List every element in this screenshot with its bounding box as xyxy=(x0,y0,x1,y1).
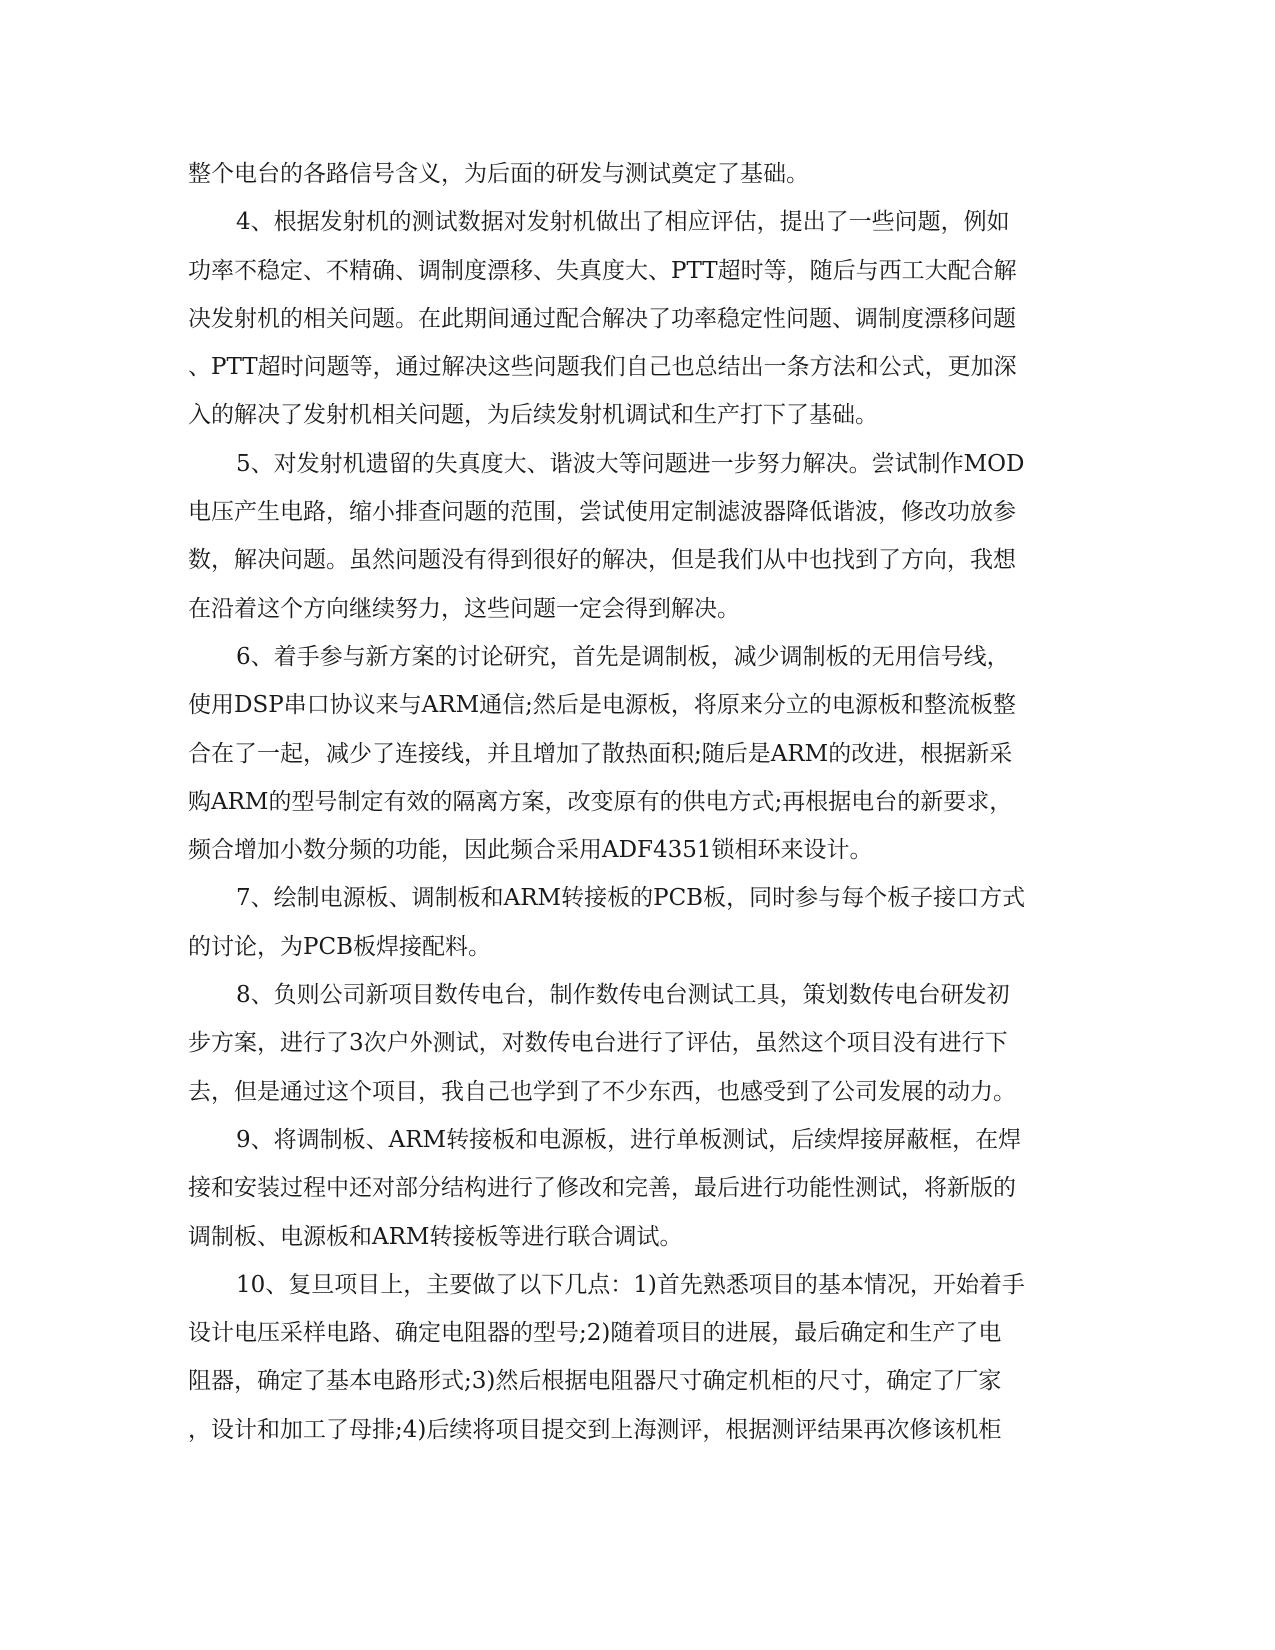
text-line: 在沿着这个方向继续努力，这些问题一定会得到解决。 xyxy=(188,595,740,622)
text-line: ，设计和加工了母排;4)后续将项目提交到上海测评，根据测评结果再次修该机柜 xyxy=(188,1416,1002,1443)
text-line: 10、复旦项目上，主要做了以下几点：1)首先熟悉项目的基本情况，开始着手 xyxy=(236,1271,1025,1298)
text-line: 入的解决了发射机相关问题，为后续发射机调试和生产打下了基础。 xyxy=(188,402,878,429)
paragraph-item-10 xyxy=(188,1261,1088,1454)
text-line: 的讨论，为PCB板焊接配料。 xyxy=(188,933,491,960)
text-line: 接和安装过程中还对部分结构进行了修改和完善，最后进行功能性测试，将新版的 xyxy=(188,1175,1016,1202)
text-line: 决发射机的相关问题。在此期间通过配合解决了功率稳定性问题、调制度漂移问题 xyxy=(188,305,1016,332)
text-line: 阻器，确定了基本电路形式;3)然后根据电阻器尺寸确定机柜的尺寸，确定了厂家 xyxy=(188,1368,1002,1395)
paragraph-item-4 xyxy=(188,198,1088,439)
text-line: 9、将调制板、ARM转接板和电源板，进行单板测试，后续焊接屏蔽框，在焊 xyxy=(236,1126,1022,1153)
text-line: 调制板、电源板和ARM转接板等进行联合调试。 xyxy=(188,1223,683,1250)
text-line: 、PTT超时问题等，通过解决这些问题我们自己也总结出一条方法和公式，更加深 xyxy=(188,354,1017,381)
paragraph-item-6 xyxy=(188,633,1088,874)
text-line: 去，但是通过这个项目，我自己也学到了不少东西，也感受到了公司发展的动力。 xyxy=(188,1078,1016,1105)
text-line: 使用DSP串口协议来与ARM通信;然后是电源板，将原来分立的电源板和整流板整 xyxy=(188,692,1016,719)
text-line: 合在了一起，减少了连接线，并且增加了散热面积;随后是ARM的改进，根据新采 xyxy=(188,740,1013,767)
text-line: 频合增加小数分频的功能，因此频合采用ADF4351锁相环来设计。 xyxy=(188,837,873,864)
paragraph-item-8 xyxy=(188,971,1088,1116)
paragraph-item-9 xyxy=(188,1116,1088,1261)
body-text xyxy=(188,150,1088,1454)
text-line: 7、绘制电源板、调制板和ARM转接板的PCB板，同时参与每个板子接口方式 xyxy=(236,885,1026,912)
paragraph-item-7 xyxy=(188,874,1088,971)
text-line: 设计电压采样电路、确定电阻器的型号;2)随着项目的进展，最后确定和生产了电 xyxy=(188,1320,1002,1347)
text-line: 步方案，进行了3次户外测试，对数传电台进行了评估，虽然这个项目没有进行下 xyxy=(188,1030,1008,1057)
text-line: 4、根据发射机的测试数据对发射机做出了相应评估，提出了一些问题，例如 xyxy=(236,209,1010,236)
text-line: 5、对发射机遗留的失真度大、谐波大等问题进一步努力解决。尝试制作MOD xyxy=(236,450,1025,477)
text-line: 6、着手参与新方案的讨论研究，首先是调制板，减少调制板的无用信号线， xyxy=(236,643,1010,670)
text-line: 电压产生电路，缩小排查问题的范围，尝试使用定制滤波器降低谐波，修改功放参 xyxy=(188,499,1016,526)
text-line: 8、负则公司新项目数传电台，制作数传电台测试工具，策划数传电台研发初 xyxy=(236,982,1010,1009)
text-line: 购ARM的型号制定有效的隔离方案，改变原有的供电方式;再根据电台的新要求， xyxy=(188,788,1013,815)
text-line: 数，解决问题。虽然问题没有得到很好的解决，但是我们从中也找到了方向，我想 xyxy=(188,547,1016,574)
text-line: 整个电台的各路信号含义，为后面的研发与测试奠定了基础。 xyxy=(188,161,809,187)
paragraph-continuation xyxy=(188,150,1088,198)
paragraph-item-5 xyxy=(188,440,1088,633)
text-line: 功率不稳定、不精确、调制度漂移、失真度大、PTT超时等，随后与西工大配合解 xyxy=(188,257,1017,284)
